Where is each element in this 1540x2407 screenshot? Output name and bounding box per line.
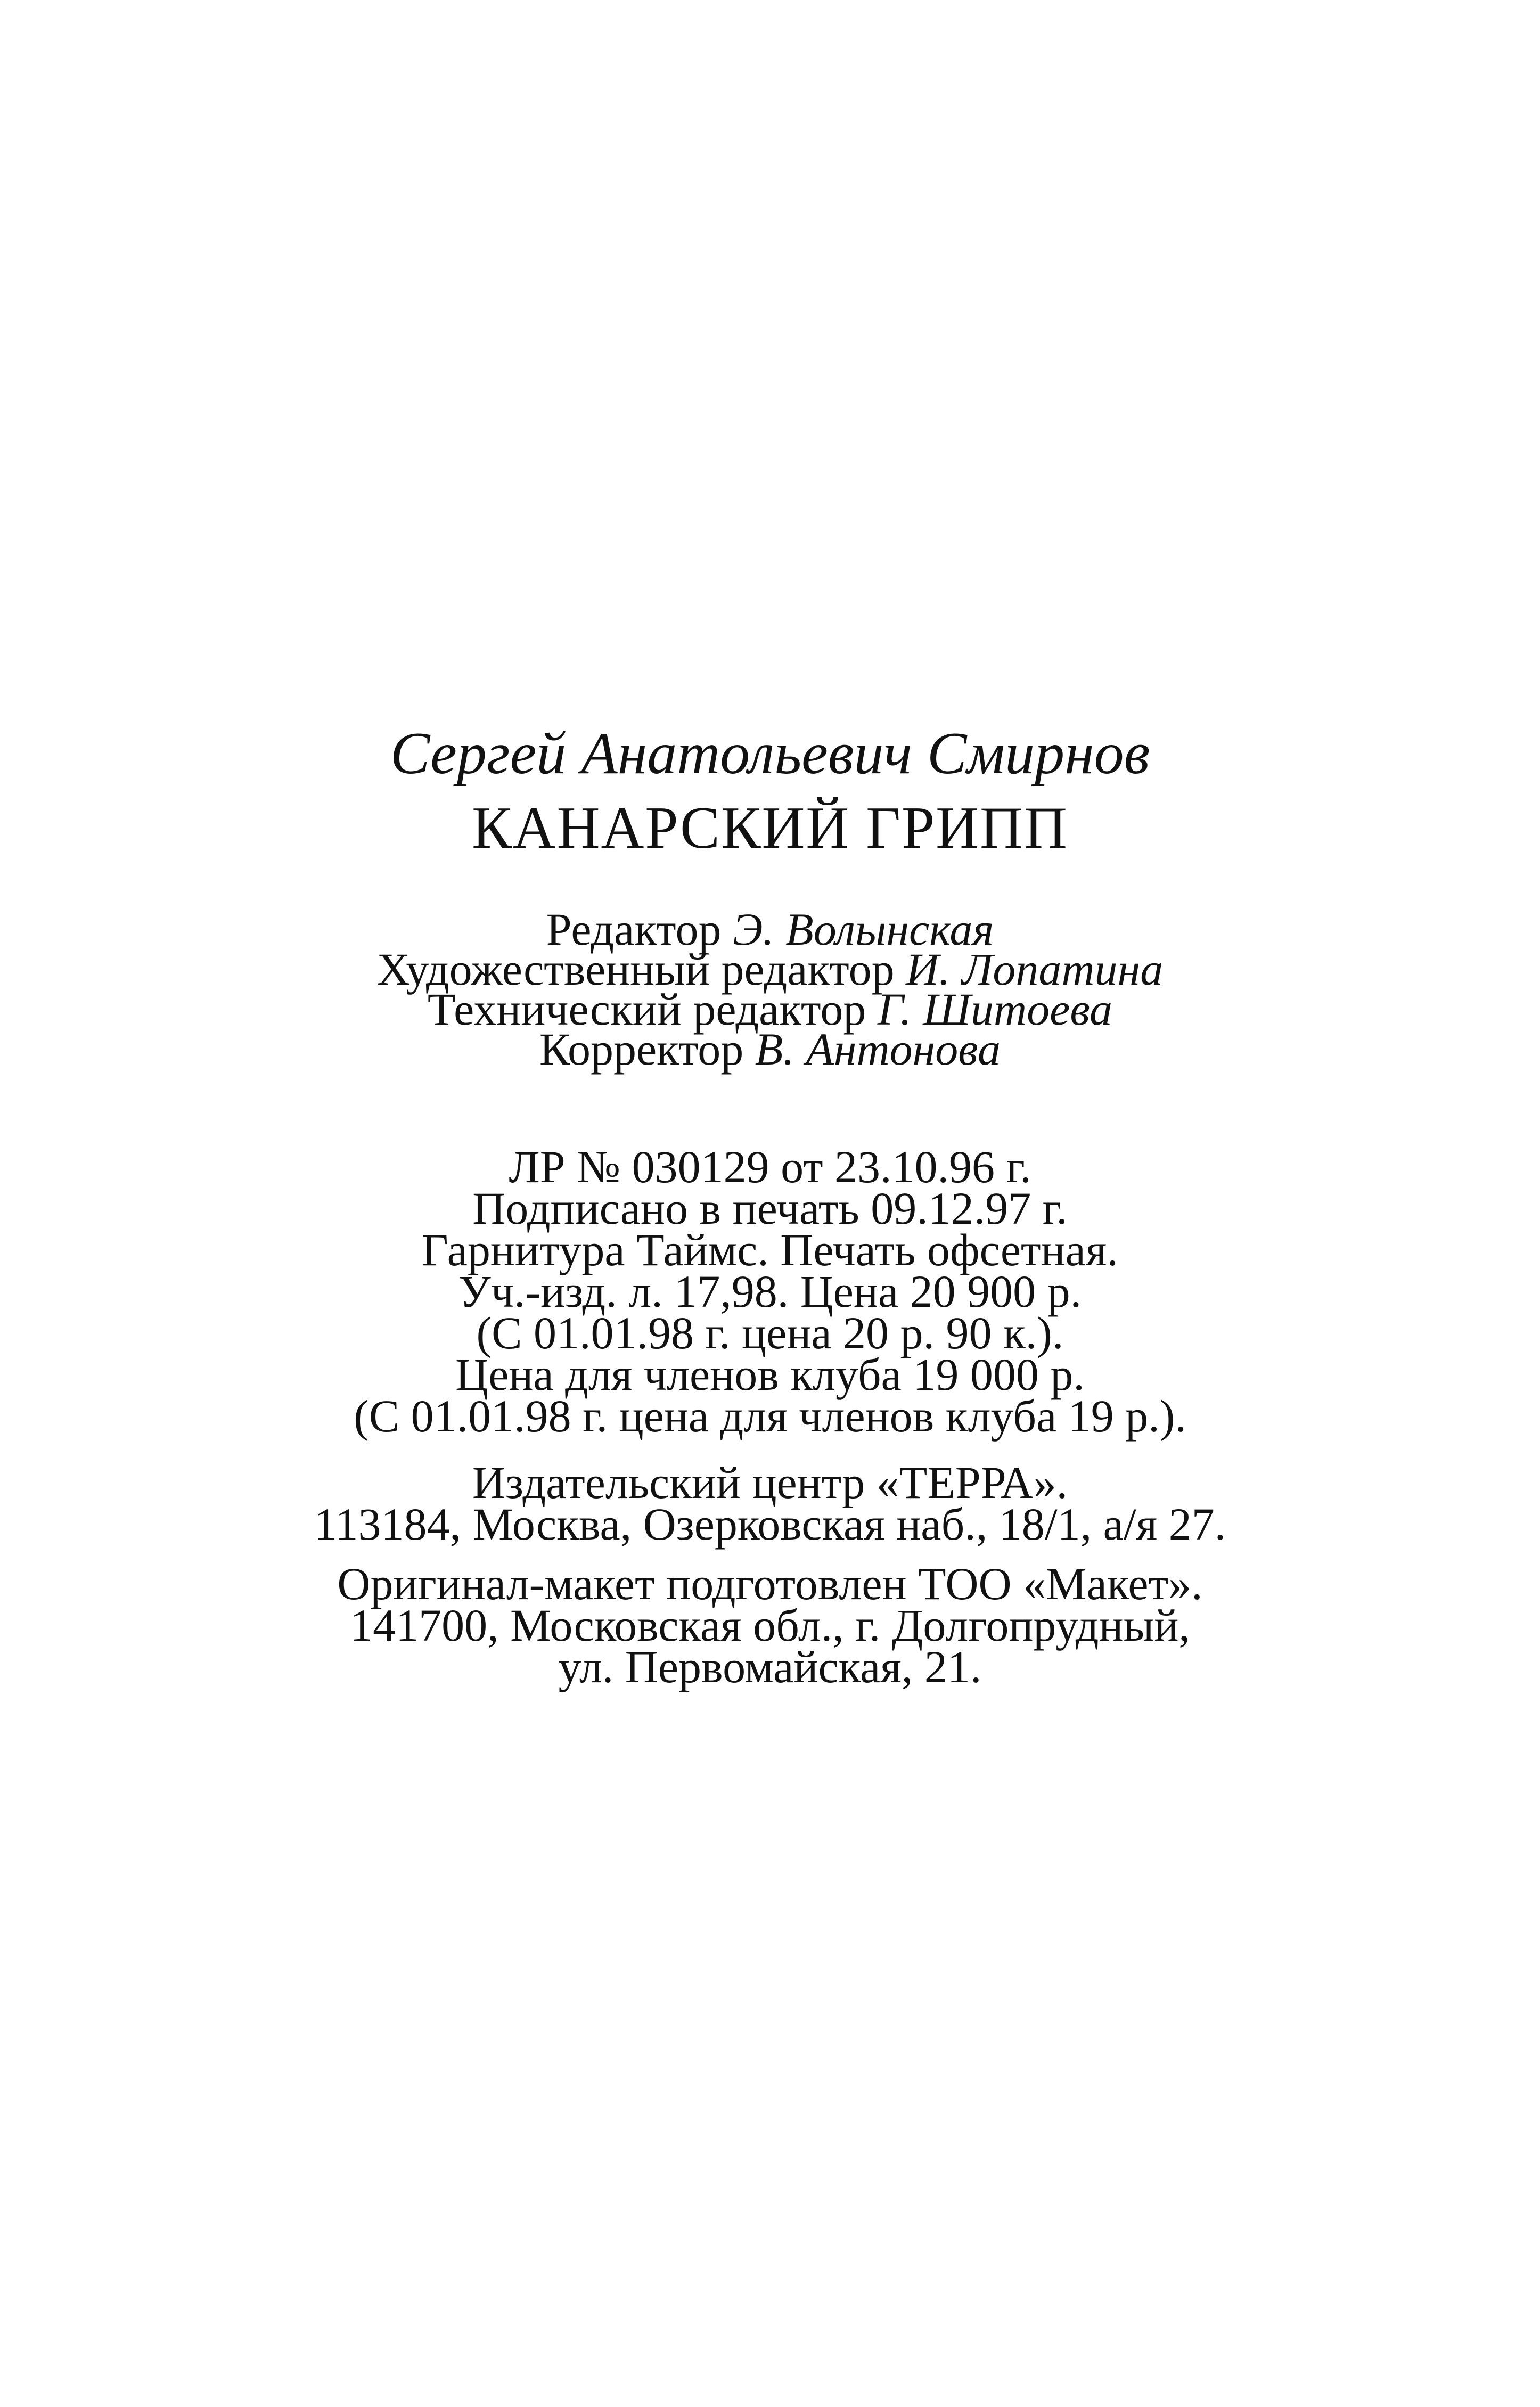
- credits-block: [0, 904, 1540, 1075]
- credit-line-proofreader: [0, 1024, 1540, 1075]
- imprint-line: (С 01.01.98 г. цена для членов клуба 19 р.).: [354, 1390, 1186, 1442]
- credit-name: Э. Волынская: [732, 904, 994, 955]
- imprint-line: Гарнитура Таймс. Печать офсетная.: [422, 1224, 1118, 1275]
- layout-info-line: Оригинал-макет подготовлен ТОО «Макет».: [337, 1558, 1203, 1609]
- credit-name: В. Антонова: [755, 1024, 1001, 1075]
- book-title: КАНАРСКИЙ ГРИПП: [472, 795, 1068, 861]
- imprint-line: (С 01.01.98 г. цена 20 р. 90 к.).: [476, 1307, 1064, 1358]
- imprint-line: Подписано в печать 09.12.97 г.: [472, 1183, 1068, 1234]
- imprint-block: [0, 1141, 1540, 1442]
- layout-info-block: [0, 1558, 1540, 1692]
- credit-role: Художественный редактор: [376, 944, 895, 995]
- credit-role: Редактор: [546, 904, 722, 955]
- layout-info-line: 141700, Московская обл., г. Долгопрудный,: [350, 1600, 1190, 1651]
- publisher-line: Издательский центр «ТЕРРА».: [472, 1457, 1068, 1508]
- credit-role: Корректор: [539, 1024, 744, 1075]
- publisher-block: [0, 1457, 1540, 1550]
- layout-info-line: ул. Первомайская, 21.: [558, 1641, 982, 1692]
- author-name: Сергей Анатольевич Смирнов: [390, 721, 1150, 787]
- imprint-line: Цена для членов клуба 19 000 р.: [455, 1349, 1085, 1400]
- credit-name: И. Лопатина: [906, 944, 1164, 995]
- credit-name: Г. Шитоева: [877, 984, 1113, 1035]
- credit-role: Технический редактор: [427, 984, 866, 1035]
- imprint-line: Уч.-изд. л. 17,98. Цена 20 900 р.: [458, 1266, 1082, 1317]
- imprint-line: ЛР № 030129 от 23.10.96 г.: [509, 1141, 1031, 1192]
- publisher-line: 113184, Москва, Озерковская наб., 18/1, а/я 27.: [314, 1499, 1226, 1550]
